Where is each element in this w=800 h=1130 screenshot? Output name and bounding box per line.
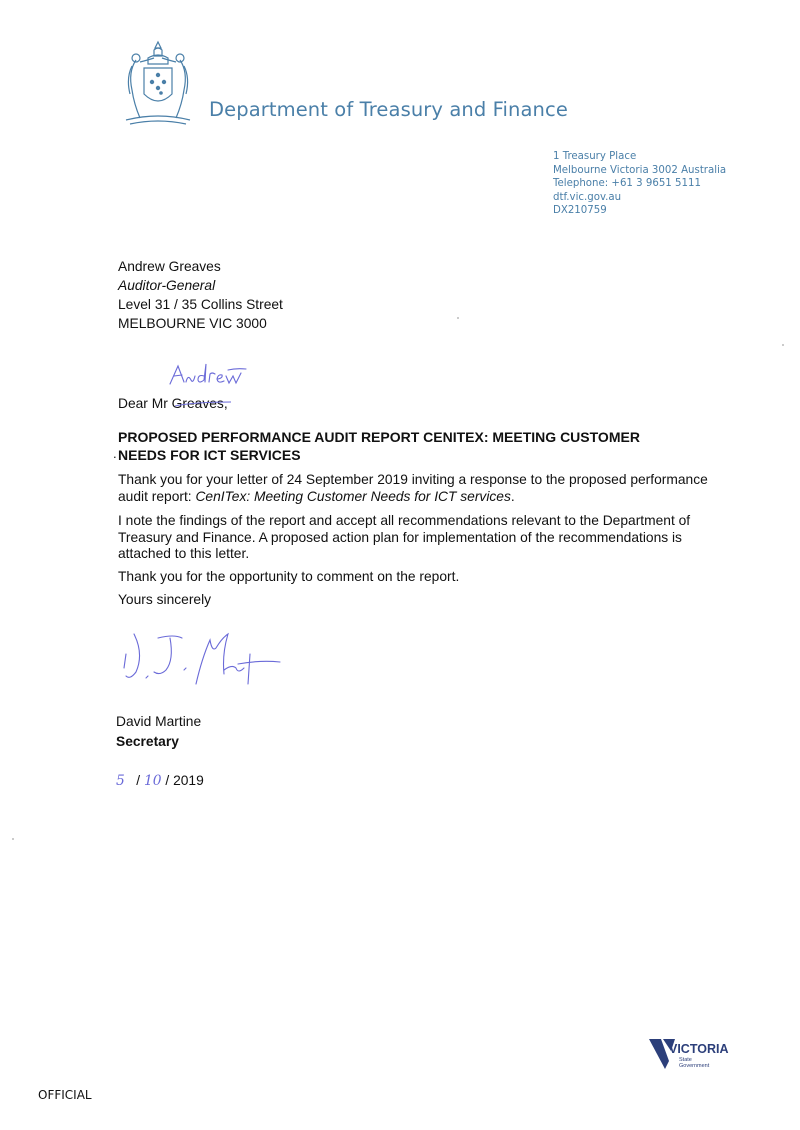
- website-line: dtf.vic.gov.au: [553, 191, 622, 203]
- recipient-name: Andrew Greaves: [118, 259, 221, 274]
- department-name: Department of Treasury and Finance: [209, 98, 568, 121]
- body-paragraph-3: Thank you for the opportunity to comment on the report.: [118, 569, 460, 584]
- recipient-block: [118, 257, 283, 333]
- scan-speck: [12, 838, 14, 840]
- salutation-suffix: ,: [223, 396, 228, 411]
- strike-through-mark: [174, 400, 232, 408]
- phone-line: Telephone: +61 3 9651 5111: [553, 178, 701, 190]
- margin-mark: .: [113, 446, 117, 461]
- scan-speck: [782, 344, 784, 346]
- date-day: 5: [116, 773, 125, 789]
- body-text: Thank you for your letter of 24 September 2019 inviting a response to the proposed performance audit report:: [118, 472, 708, 504]
- scan-speck: [457, 317, 459, 319]
- victoria-state-government-logo: [647, 1033, 727, 1073]
- closing: Yours sincerely: [118, 592, 212, 607]
- date-separator: /: [165, 773, 170, 788]
- handwritten-signature: [118, 624, 288, 694]
- subject-line: [118, 429, 718, 464]
- address-line: Melbourne Victoria 3002 Australia: [553, 164, 727, 176]
- body-paragraph-2: I note the findings of the report and accept all recommendations relevant to the Department of Treasury and Finance. A proposed action plan for implementation of the recommendations is attached to this letter.: [118, 513, 691, 561]
- recipient-address-line: Level 31 / 35 Collins Street: [118, 297, 283, 312]
- security-classification: OFFICIAL: [38, 1088, 92, 1102]
- body-paragraph-1: [118, 472, 738, 505]
- date-year: 2019: [173, 773, 204, 788]
- subject-line-2: NEEDS FOR ICT SERVICES: [118, 446, 301, 463]
- date-line: [116, 773, 204, 789]
- salutation-prefix: Dear Mr: [118, 396, 172, 411]
- report-title: CenITex: Meeting Customer Needs for ICT services: [195, 488, 511, 504]
- dx-line: DX210759: [553, 205, 607, 217]
- state-coat-of-arms-icon: [118, 38, 198, 128]
- logo-sub-state: State: [679, 1057, 692, 1063]
- date-month: 10: [143, 773, 162, 789]
- recipient-address-line: MELBOURNE VIC 3000: [118, 316, 267, 331]
- logo-wordmark: VICTORIA: [669, 1042, 729, 1056]
- recipient-title: Auditor-General: [118, 278, 216, 293]
- struck-out-surname: Greaves: [171, 396, 224, 411]
- body-text-end: .: [510, 488, 515, 504]
- signer-name: David Martine: [116, 714, 202, 729]
- logo-sub-government: Government: [679, 1063, 710, 1069]
- date-separator: /: [136, 773, 141, 788]
- signer-title: Secretary: [116, 734, 179, 749]
- handwritten-salutation-name: [168, 360, 248, 390]
- subject-line-1: PROPOSED PERFORMANCE AUDIT REPORT CENITEX: MEETING CUSTOMER: [118, 429, 640, 445]
- signer-block: [116, 712, 201, 752]
- sender-address: [553, 150, 726, 218]
- address-line: 1 Treasury Place: [553, 151, 637, 162]
